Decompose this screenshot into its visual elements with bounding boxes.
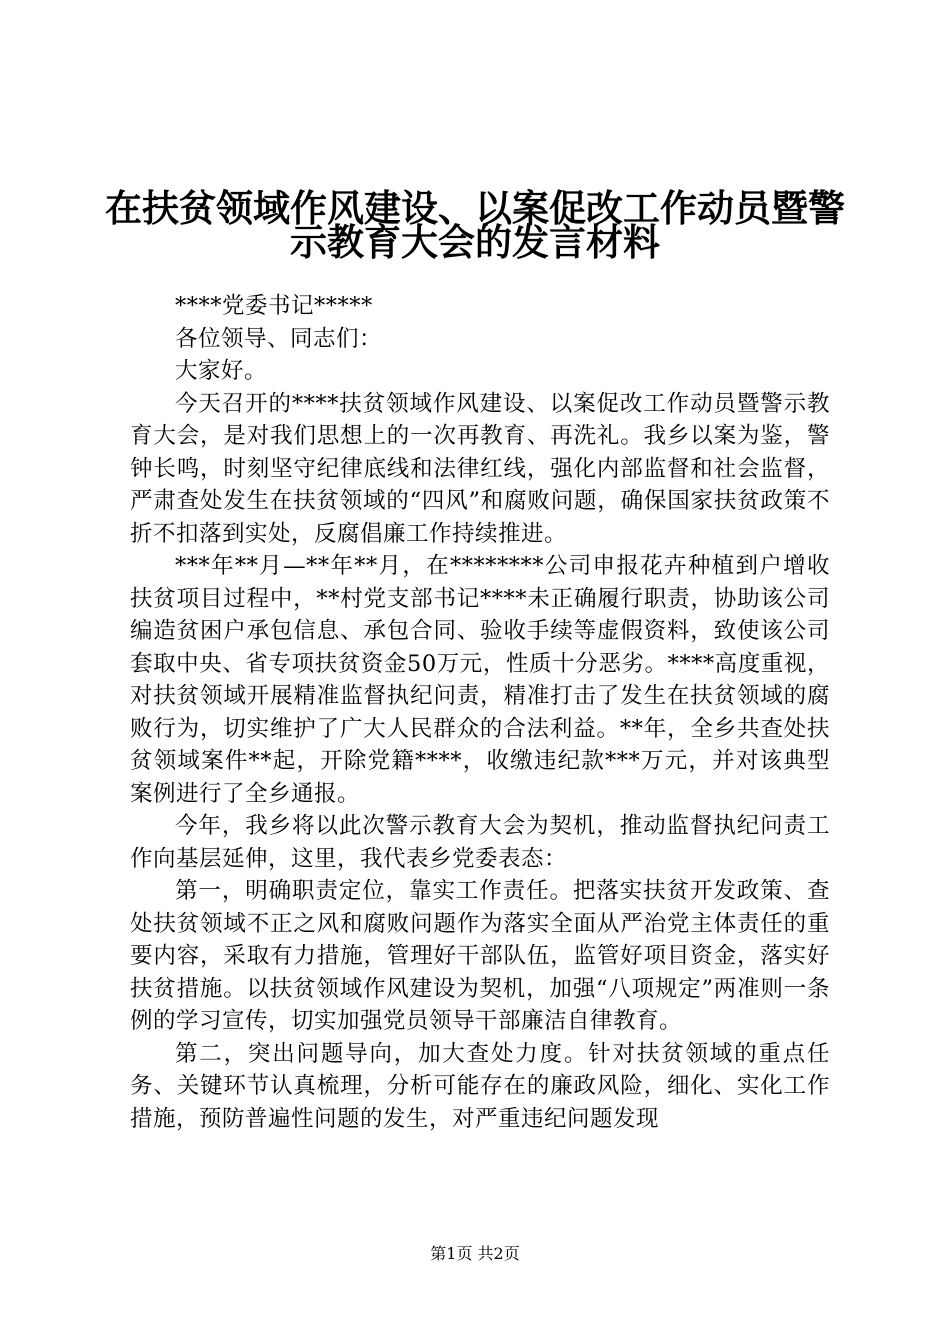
salutation: 各位领导、同志们： bbox=[175, 325, 383, 352]
document-body bbox=[130, 290, 830, 1135]
paragraph-intro: 今天召开的****扶贫领域作风建设、以案促改工作动员暨警示教育大会，是对我们思想上的一次再教育、再洗礼。我乡以案为鉴，警钟长鸣，时刻坚守纪律底线和法律红线，强化内部监督和社会监督，严肃查处发生在扶贫领域的“四风”和腐败问题，确保国家扶贫政策不折不扣落到实处，反腐倡廉工作持续推进。 bbox=[130, 390, 830, 547]
paragraph-case: ***年**月—**年**月，在********公司申报花卉种植到户增收扶贫项目过程中，**村党支部书记****未正确履行职责，协助该公司编造贫困户承包信息、承包合同、验收手续等虚假资料，致使该公司套取中央、省专项扶贫资金50万元，性质十分恶劣。****高度重视，对扶贫领域开展精准监督执纪问责，精准打击了发生在扶贫领域的腐败行为，切实维护了广大人民群众的合法利益。**年，全乡共查处扶贫领域案件**起，开除党籍****，收缴违纪款***万元，并对该典型案例进行了全乡通报。 bbox=[130, 553, 830, 807]
paragraph-point-1: 第一，明确职责定位，靠实工作责任。把落实扶贫开发政策、查处扶贫领域不正之风和腐败问题作为落实全面从严治党主体责任的重要内容，采取有力措施，管理好干部队伍，监管好项目资金，落实好扶贫措施。以扶贫领域作风建设为契机，加强“八项规定”两准则一条例的学习宣传，切实加强党员领导干部廉洁自律教育。 bbox=[130, 878, 830, 1034]
author-line: ****党委书记***** bbox=[175, 293, 373, 319]
paragraph-statement: 今年，我乡将以此次警示教育大会为契机，推动监督执纪问责工作向基层延伸，这里，我代表乡党委表态： bbox=[130, 813, 830, 872]
greeting: 大家好。 bbox=[175, 358, 268, 384]
document-title-line-2: 示教育大会的发言材料 bbox=[290, 221, 660, 264]
page-footer: 第1页 共2页 bbox=[430, 1244, 520, 1263]
document-title-line-1: 在扶贫领域作风建设、以案促改工作动员暨警 bbox=[105, 187, 845, 230]
paragraph-point-2: 第二，突出问题导向，加大查处力度。针对扶贫领域的重点任务、关键环节认真梳理，分析可能存在的廉政风险，细化、实化工作措施，预防普遍性问题的发生，对严重违纪问题发现 bbox=[130, 1040, 830, 1132]
